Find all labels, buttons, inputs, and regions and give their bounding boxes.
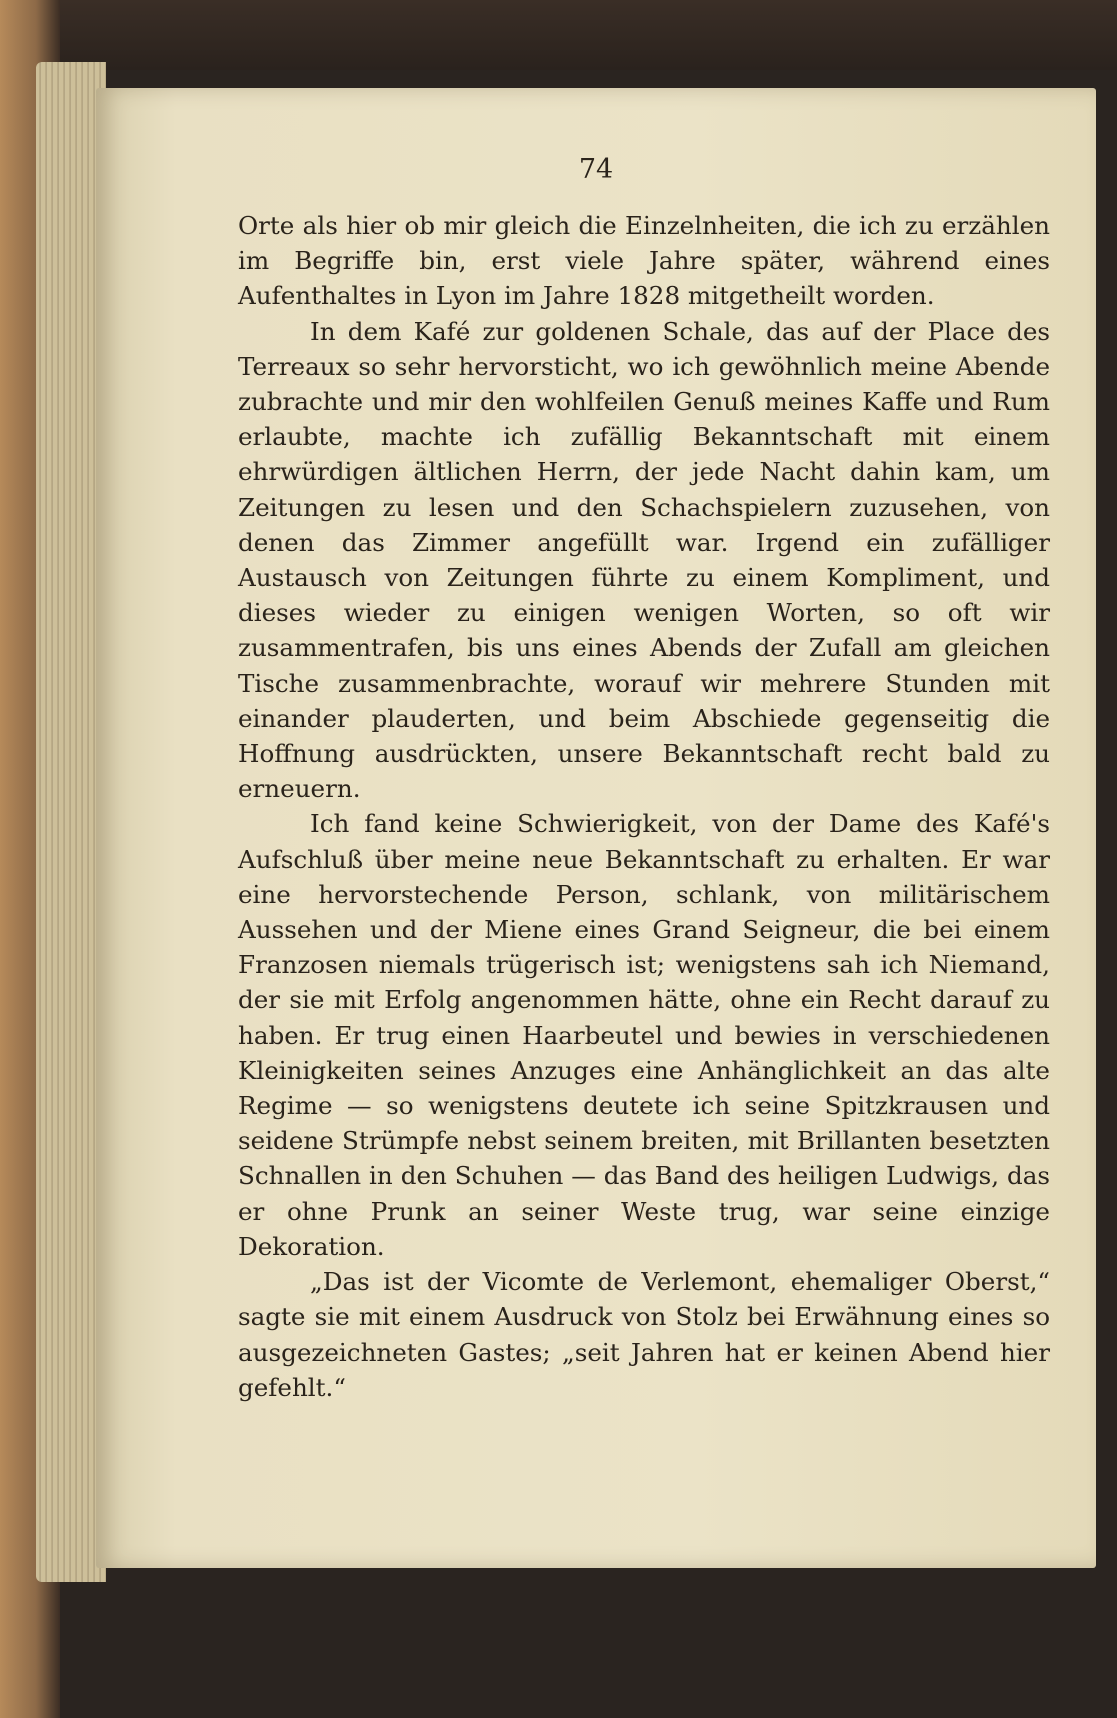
- paragraph: „Das ist der Vicomte de Verlemont, ehemaliger Oberst,“ sagte sie mit einem Ausdruck von Stolz bei Erwähnung eines so ausgezeichneten Gastes; „seit Jahren hat er keinen Abend hier gefehlt.“: [238, 1267, 1050, 1402]
- book-page: [96, 88, 1096, 1568]
- book-cover-top: [0, 0, 1117, 70]
- paragraph: Orte als hier ob mir gleich die Einzelnheiten, die ich zu erzählen im Begriffe bin, erst viele Jahre später, während eines Aufenthaltes in Lyon im Jahre 1828 mitgetheilt worden.: [238, 211, 1050, 311]
- page-number: 74: [578, 154, 614, 185]
- paragraph: Ich fand keine Schwierigkeit, von der Dame des Kafé's Aufschluß über meine neue Bekanntschaft zu erhalten. Er war eine hervorstechende Person, schlank, von militärischem Aussehen und der Miene eines Grand Seigneur, die bei einem Franzosen niemals trügerisch ist; wenigstens sah ich Niemand, der sie mit Erfolg angenommen hätte, ohne ein Recht darauf zu haben. Er trug einen Haarbeutel und bewies in verschiedenen Kleinigkeiten seines Anzuges eine Anhänglichkeit an das alte Regime — so wenigstens deutete ich seine Spitzkrausen und seidene Strümpfe nebst seinem breiten, mit Brillanten besetzten Schnallen in den Schuhen — das Band des heiligen Ludwigs, das er ohne Prunk an seiner Weste trug, war seine einzige Dekoration.: [238, 809, 1050, 1261]
- body-text: [238, 208, 1050, 1405]
- paragraph: In dem Kafé zur goldenen Schale, das auf der Place des Terreaux so sehr hervorsticht, wo ich gewöhnlich meine Abende zubrachte und mir den wohlfeilen Genuß meines Kaffe und Rum erlaubte, machte ich zufällig Bekanntschaft mit einem ehrwürdigen ältlichen Herrn, der jede Nacht dahin kam, um Zeitungen zu lesen und den Schachspielern zuzusehen, von denen das Zimmer angefüllt war. Irgend ein zufälliger Austausch von Zeitungen führte zu einem Kompliment, und dieses wieder zu einigen wenigen Worten, so oft wir zusammentrafen, bis uns eines Abends der Zufall am gleichen Tische zusammenbrachte, worauf wir mehrere Stunden mit einander plauderten, und beim Abschiede gegenseitig die Hoffnung ausdrückten, unsere Bekanntschaft recht bald zu erneuern.: [238, 316, 1050, 804]
